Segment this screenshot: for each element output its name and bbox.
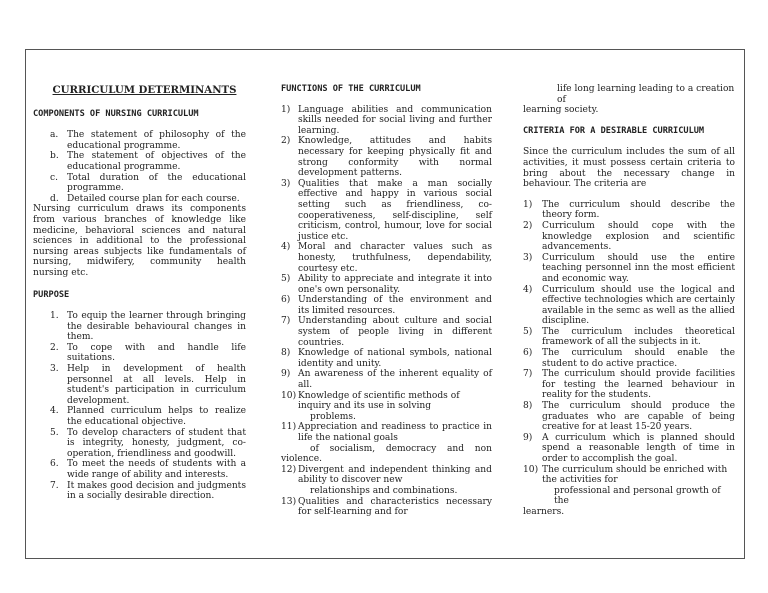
purpose-heading: PURPOSE	[33, 289, 70, 300]
components-paragraph: Nursing curriculum draws its components from various branches of knowledge like medicine, behavioral sciences and natural sciences in additional to the professional nursing areas subjects like fundamentals of nursing, midwifery, community health nursing etc.	[33, 204, 246, 278]
continued-text-2: learning society.	[523, 105, 599, 116]
column-3	[523, 84, 735, 518]
list-item: 7) Understanding about culture and social system of people living in different countries.	[281, 316, 492, 348]
list-item: 2. To cope with and handle life suitations.	[50, 342, 246, 364]
list-item: 3) Curriculum should use the entire teaching personnel inn the most efficient and economic way.	[523, 252, 735, 284]
list-item: 2) Knowledge, attitudes and habits necessary for keeping physically fit and strong conformity with normal development patterns.	[281, 136, 492, 179]
list-item: 9) A curriculum which is planned should spend a reasonable length of time in order to accomplish the goal.	[523, 432, 735, 464]
continued-text: life long learning leading to a creation of	[557, 84, 735, 105]
list-item: d. Detailed course plan for each course.	[50, 193, 240, 204]
list-item: a. The statement of philosophy of the educational programme.	[50, 130, 246, 151]
list-item: 13) Qualities and characteristics necessary for self-learning and for	[281, 496, 492, 518]
list-item: 5. To develop characters of student that is integrity, honesty, judgment, co-operation, friendliness and goodwill.	[50, 427, 246, 459]
item-11-continuation: violence.	[281, 454, 323, 465]
list-item: 4) Curriculum should use the logical and effective technologies which are certainly available in the semc as well as the allied discipline.	[523, 284, 735, 327]
list-item: 3) Qualities that make a man socially effective and happy in various social setting such as friendliness, co-cooperativeness, self-discipline, self criticism, control, humour, love for social justice etc.	[281, 178, 492, 242]
list-item: 1. To equip the learner through bringing the desirable behavioural changes in them.	[50, 311, 246, 343]
list-item: 6) Understanding of the environment and its limited resources.	[281, 295, 492, 316]
list-item: 1) The curriculum should describe the theory form.	[523, 199, 735, 221]
list-item: c. Total duration of the educational programme.	[50, 172, 246, 194]
list-item: 5) Ability to appreciate and integrate it into one's own personality.	[281, 274, 492, 295]
document-title: CURRICULUM DETERMINANTS	[52, 84, 237, 96]
list-item: 11) Appreciation and readiness to practice in life the national goals of socialism, democracy and non	[281, 422, 492, 454]
list-item: 4. Planned curriculum helps to realize the educational objective.	[50, 406, 246, 428]
criteria-list	[523, 200, 735, 507]
list-item: 6. To meet the needs of students with a wide range of ability and interests.	[50, 459, 246, 480]
components-list	[33, 130, 246, 204]
list-item: 5) The curriculum includes theoretical framework of all the subjects in it.	[523, 326, 735, 348]
list-item: 8) The curriculum should produce the graduates who are capable of being creative for at least 15-20 years.	[523, 401, 735, 433]
item-10-continuation: learners.	[523, 506, 565, 517]
list-item: 9) An awareness of the inherent equality of all.	[281, 369, 492, 391]
criteria-heading: CRITERIA FOR A DESIRABLE CURRICULUM	[523, 125, 705, 136]
list-item: 6) The curriculum should enable the student to do active practice.	[523, 348, 735, 369]
list-item: b. The statement of objectives of the educational programme.	[50, 151, 246, 172]
list-item: 10) Knowledge of scientific methods of inquiry and its use in solving problems.	[281, 390, 460, 422]
list-item: 1) Language abilities and communication skills needed for social living and further learning.	[281, 104, 492, 136]
list-item: 2) Curriculum should cope with the knowledge explosion and scientific advancements.	[523, 220, 735, 253]
column-2	[281, 84, 492, 518]
functions-list	[281, 105, 492, 455]
column-1	[33, 85, 246, 502]
list-item: 8) Knowledge of national symbols, national identity and unity.	[281, 348, 492, 369]
criteria-intro: Since the curriculum includes the sum of all activities, it must possess certain criteria to bring about the necessary change in behaviour. The criteria are	[523, 147, 735, 190]
list-item: 4) Moral and character values such as honesty, truthfulness, dependability, courtesy etc.	[281, 242, 492, 274]
list-item: 12) Divergent and independent thinking and ability to discover new relationships and combinations.	[281, 464, 492, 496]
list-item: 10) The curriculum should be enriched with the activities for professional and personal growth of the	[523, 464, 728, 507]
list-item: 7) The curriculum should provide facilities for testing the learned behaviour in reality for the students.	[523, 369, 735, 401]
list-item: 3. Help in development of health personnel at all levels. Help in student's participation in curriculum development.	[50, 364, 246, 406]
functions-heading: FUNCTIONS OF THE CURRICULUM	[281, 84, 421, 94]
purpose-list	[33, 311, 246, 502]
components-heading: COMPONENTS OF NURSING CURRICULUM	[33, 108, 199, 119]
functions-list-continued	[281, 465, 492, 518]
list-item: 7. It makes good decision and judgments in a socially desirable direction.	[50, 480, 246, 502]
